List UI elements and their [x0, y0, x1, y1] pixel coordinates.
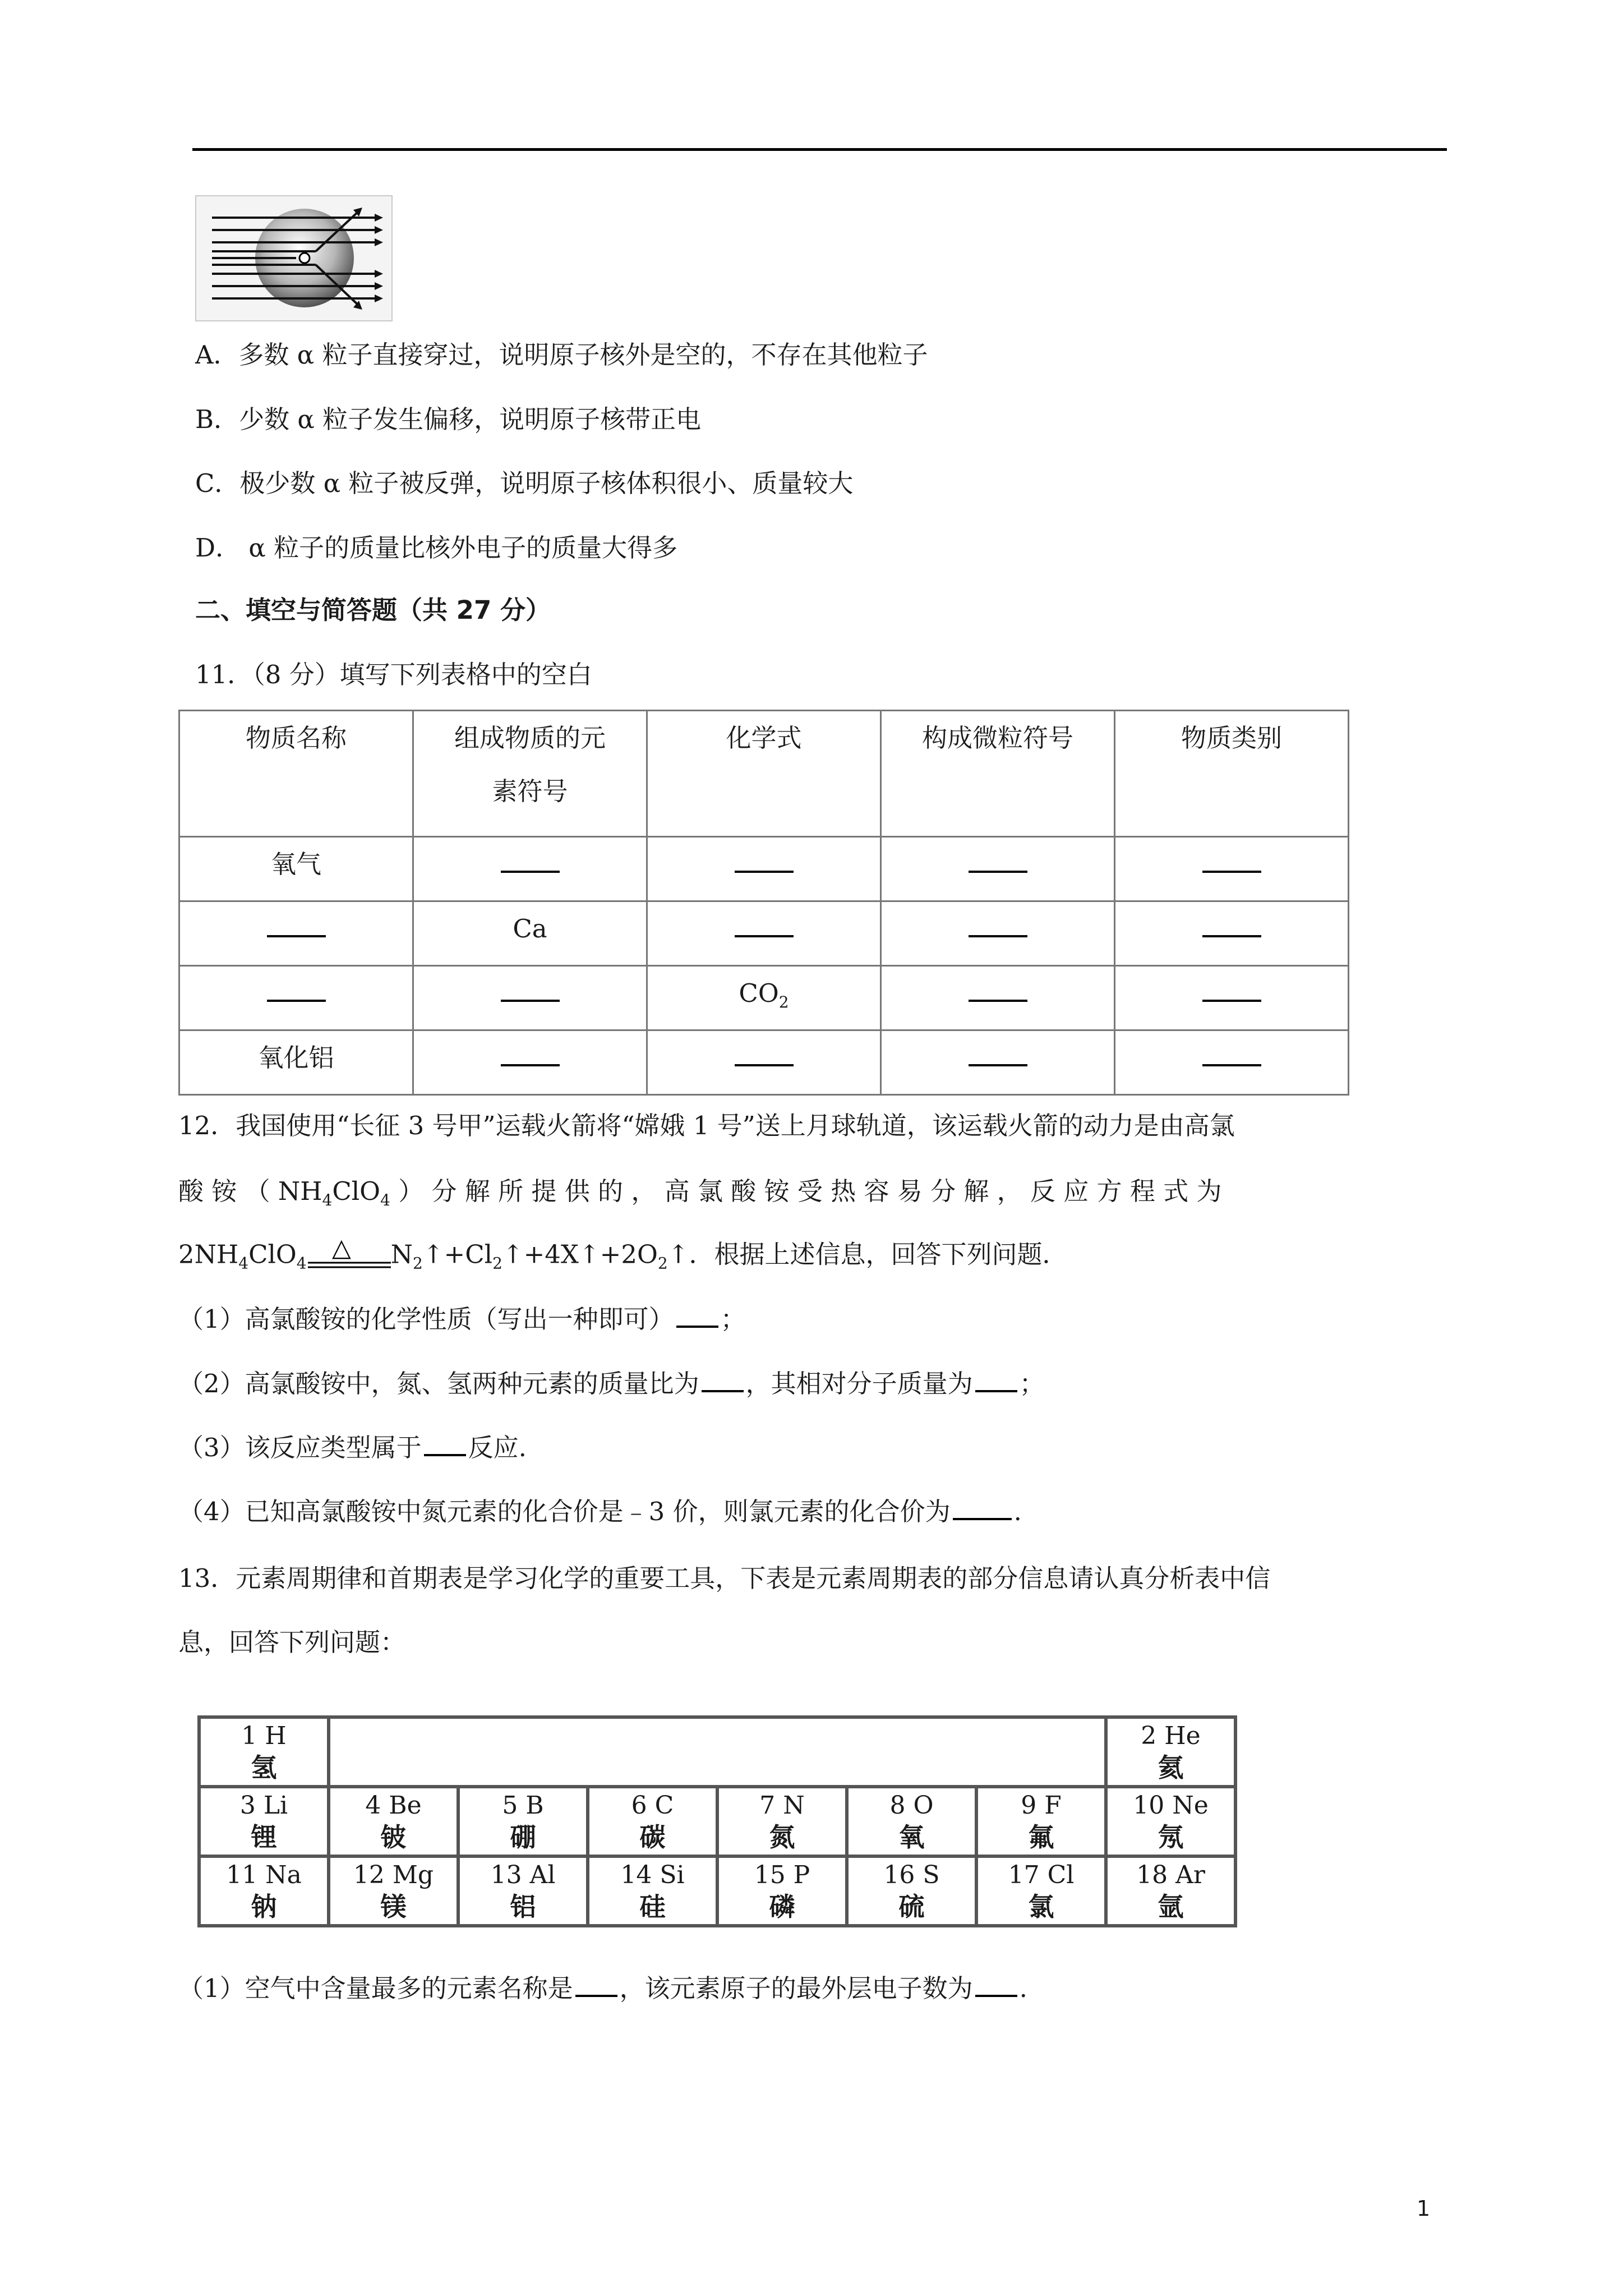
answer-blank[interactable]	[975, 1369, 1017, 1392]
answer-blank[interactable]	[881, 837, 1115, 901]
table-header: 构成微粒符号	[881, 711, 1115, 837]
element-cell: 8 O 氧	[847, 1787, 976, 1856]
table-header: 组成物质的元 素符号	[413, 711, 647, 837]
table-header: 化学式	[647, 711, 881, 837]
element-cell: 16 S 硫	[847, 1856, 976, 1926]
periodic-row	[199, 1856, 1235, 1926]
alpha-scattering-figure	[195, 195, 393, 321]
element-cell: 5 B 硼	[458, 1787, 588, 1856]
q13-line1: 13．元素周期律和首期表是学习化学的重要工具，下表是元素周期表的部分信息请认真分析表中信	[178, 1563, 1271, 1593]
table-cell: 氧气	[179, 837, 413, 901]
element-cell: 13 Al 铝	[458, 1856, 588, 1926]
option-c: C．极少数 α 粒子被反弹，说明原子核体积很小、质量较大	[195, 468, 854, 498]
element-cell: 14 Si 硅	[588, 1856, 717, 1926]
answer-blank[interactable]	[413, 837, 647, 901]
empty-region	[329, 1717, 1106, 1787]
table-header: 物质类别	[1115, 711, 1349, 837]
answer-blank[interactable]	[179, 901, 413, 966]
table-cell: Ca	[413, 901, 647, 966]
element-cell: 18 Ar 氩	[1106, 1856, 1235, 1926]
answer-blank[interactable]	[1115, 1030, 1349, 1095]
table-row	[179, 1030, 1349, 1095]
element-cell: 11 Na 钠	[199, 1856, 329, 1926]
element-cell: 4 Be 铍	[329, 1787, 458, 1856]
q13-sub1: （1）空气中含量最多的元素名称是 ，该元素原子的最外层电子数为 .	[178, 1973, 1027, 2003]
answer-blank[interactable]	[953, 1497, 1012, 1520]
q12-sub1: （1）高氯酸铵的化学性质（写出一种即可） ；	[178, 1304, 746, 1334]
answer-blank[interactable]	[413, 966, 647, 1030]
q11-stem: 11．（8 分）填写下列表格中的空白	[195, 660, 592, 689]
element-cell: 2 He 氦	[1106, 1717, 1235, 1787]
element-cell: 15 P 磷	[717, 1856, 847, 1926]
answer-blank[interactable]	[575, 1973, 617, 1997]
element-cell: 7 N 氮	[717, 1787, 847, 1856]
option-d: D． α 粒子的质量比核外电子的质量大得多	[195, 533, 678, 563]
element-cell: 1 H 氢	[199, 1717, 329, 1787]
element-cell: 10 Ne 氖	[1106, 1787, 1235, 1856]
q12-equation: $2NH_4ClO_4$ △ $N_2↑+Cl_2↑+4X↑+2O_2↑$．根据上述信息，回答下列问题．	[178, 1237, 1067, 1281]
table-header: 物质名称	[179, 711, 413, 837]
header-rule	[192, 148, 1447, 151]
periodic-row	[199, 1717, 1235, 1787]
table-row	[179, 837, 1349, 901]
element-cell: 12 Mg 镁	[329, 1856, 458, 1926]
table-cell: $CO_2$	[647, 966, 881, 1030]
q12-sub3: （3）该反应类型属于 反应.	[178, 1433, 527, 1462]
element-cell: 6 C 碳	[588, 1787, 717, 1856]
answer-blank[interactable]	[647, 901, 881, 966]
element-cell: 3 Li 锂	[199, 1787, 329, 1856]
answer-blank[interactable]	[424, 1433, 466, 1456]
answer-blank[interactable]	[676, 1304, 718, 1328]
option-a: A．多数 α 粒子直接穿过，说明原子核外是空的，不存在其他粒子	[195, 340, 928, 370]
answer-blank[interactable]	[881, 1030, 1115, 1095]
table-row	[179, 901, 1349, 966]
table-cell: 氧化铝	[179, 1030, 413, 1095]
svg-text:△: △	[331, 1237, 351, 1262]
answer-blank[interactable]	[881, 966, 1115, 1030]
answer-blank[interactable]	[881, 901, 1115, 966]
option-b: B．少数 α 粒子发生偏移，说明原子核带正电	[195, 404, 702, 434]
answer-blank[interactable]	[647, 1030, 881, 1095]
answer-blank[interactable]	[179, 966, 413, 1030]
section-title: 二、填空与简答题（共 27 分）	[195, 595, 551, 625]
answer-blank[interactable]	[1115, 966, 1349, 1030]
q12-sub4: （4）已知高氯酸铵中氮元素的化合价是﹣3 价，则氯元素的化合价为 .	[178, 1497, 1022, 1526]
answer-blank[interactable]	[975, 1973, 1017, 1997]
q12-line1: 12．我国使用“长征 3 号甲”运载火箭将“嫦娥 1 号”送上月球轨道，该运载火箭的动力是由高氯	[178, 1111, 1235, 1140]
table-row	[179, 966, 1349, 1030]
element-cell: 9 F 氟	[976, 1787, 1106, 1856]
element-cell: 17 Cl 氯	[976, 1856, 1106, 1926]
q11-table	[178, 710, 1349, 1096]
periodic-table	[197, 1715, 1237, 1927]
q12-line2: 酸 铵 （ $NH_4ClO_4$ ） 分 解 所 提 供 的 ， 高 氯 酸 铵 受 热 容 易 分 解 ， 反 应 方 程 式 为	[178, 1176, 1222, 1209]
q13-line2: 息，回答下列问题：	[178, 1627, 406, 1657]
answer-blank[interactable]	[1115, 901, 1349, 966]
answer-blank[interactable]	[413, 1030, 647, 1095]
answer-blank[interactable]	[1115, 837, 1349, 901]
heat-condition	[307, 1237, 391, 1276]
answer-blank[interactable]	[647, 837, 881, 901]
periodic-row	[199, 1787, 1235, 1856]
page-number: 1	[1417, 2196, 1431, 2221]
answer-blank[interactable]	[702, 1369, 744, 1392]
q12-sub2: （2）高氯酸铵中，氮、氢两种元素的质量比为 ，其相对分子质量为 ；	[178, 1369, 1045, 1398]
